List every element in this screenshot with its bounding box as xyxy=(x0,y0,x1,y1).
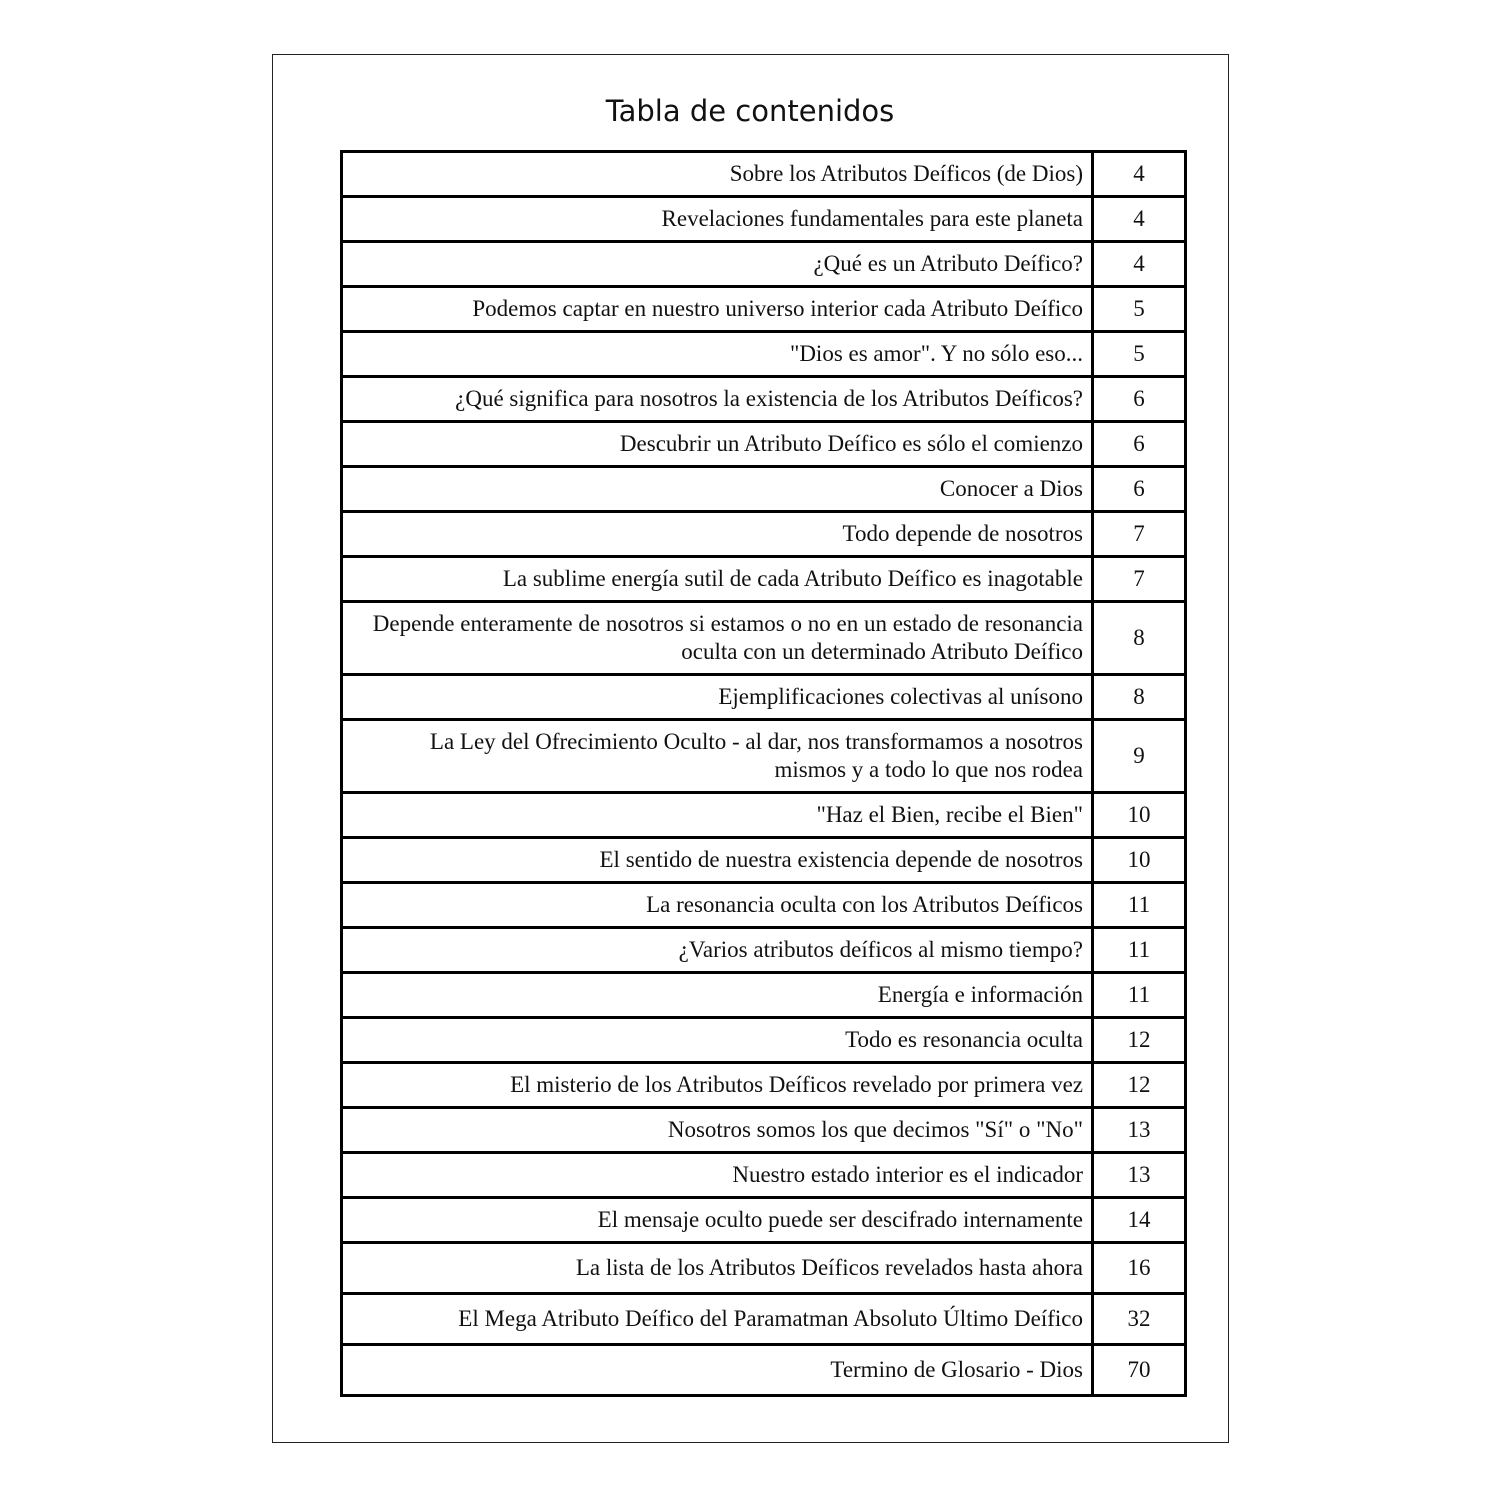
toc-entry-page: 6 xyxy=(1093,422,1186,467)
toc-row xyxy=(342,1345,1186,1396)
toc-entry-page: 70 xyxy=(1093,1345,1186,1396)
toc-entry-title: El mensaje oculto puede ser descifrado internamente xyxy=(342,1198,1093,1243)
toc-entry-title: Nosotros somos los que decimos "Sí" o "No" xyxy=(342,1108,1093,1153)
toc-row xyxy=(342,720,1186,793)
toc-entry-page: 5 xyxy=(1093,332,1186,377)
toc-row xyxy=(342,197,1186,242)
toc-table xyxy=(340,150,1187,1397)
toc-entry-title: La lista de los Atributos Deíficos revelados hasta ahora xyxy=(342,1243,1093,1294)
toc-entry-title: La resonancia oculta con los Atributos Deíficos xyxy=(342,883,1093,928)
toc-entry-title: Todo depende de nosotros xyxy=(342,512,1093,557)
toc-entry-page: 4 xyxy=(1093,197,1186,242)
toc-entry-title: Descubrir un Atributo Deífico es sólo el comienzo xyxy=(342,422,1093,467)
toc-row xyxy=(342,793,1186,838)
toc-entry-title: La sublime energía sutil de cada Atributo Deífico es inagotable xyxy=(342,557,1093,602)
toc-entry-page: 11 xyxy=(1093,883,1186,928)
toc-entry-page: 7 xyxy=(1093,557,1186,602)
toc-row xyxy=(342,675,1186,720)
toc-row xyxy=(342,1243,1186,1294)
toc-entry-page: 10 xyxy=(1093,838,1186,883)
toc-entry-title: El misterio de los Atributos Deíficos revelado por primera vez xyxy=(342,1063,1093,1108)
toc-row xyxy=(342,242,1186,287)
toc-entry-page: 32 xyxy=(1093,1294,1186,1345)
toc-entry-page: 13 xyxy=(1093,1108,1186,1153)
toc-row xyxy=(342,287,1186,332)
toc-row xyxy=(342,422,1186,467)
toc-entry-title: Podemos captar en nuestro universo interior cada Atributo Deífico xyxy=(342,287,1093,332)
toc-row xyxy=(342,467,1186,512)
toc-row xyxy=(342,1018,1186,1063)
toc-row xyxy=(342,1153,1186,1198)
toc-entry-page: 12 xyxy=(1093,1018,1186,1063)
toc-entry-page: 4 xyxy=(1093,242,1186,287)
toc-entry-page: 16 xyxy=(1093,1243,1186,1294)
toc-row xyxy=(342,1294,1186,1345)
toc-row xyxy=(342,377,1186,422)
toc-row xyxy=(342,512,1186,557)
toc-entry-title: ¿Qué es un Atributo Deífico? xyxy=(342,242,1093,287)
toc-entry-page: 14 xyxy=(1093,1198,1186,1243)
toc-entry-page: 11 xyxy=(1093,973,1186,1018)
toc-entry-title: Revelaciones fundamentales para este planeta xyxy=(342,197,1093,242)
toc-entry-page: 7 xyxy=(1093,512,1186,557)
toc-entry-title: Sobre los Atributos Deíficos (de Dios) xyxy=(342,152,1093,197)
toc-entry-title: El sentido de nuestra existencia depende de nosotros xyxy=(342,838,1093,883)
toc-row xyxy=(342,602,1186,675)
toc-entry-page: 11 xyxy=(1093,928,1186,973)
toc-row xyxy=(342,838,1186,883)
toc-entry-page: 4 xyxy=(1093,152,1186,197)
toc-row xyxy=(342,883,1186,928)
toc-row xyxy=(342,332,1186,377)
toc-row xyxy=(342,557,1186,602)
toc-entry-page: 9 xyxy=(1093,720,1186,793)
toc-row xyxy=(342,1198,1186,1243)
toc-entry-page: 6 xyxy=(1093,377,1186,422)
toc-entry-title: Nuestro estado interior es el indicador xyxy=(342,1153,1093,1198)
toc-entry-page: 8 xyxy=(1093,675,1186,720)
toc-body xyxy=(342,152,1186,1396)
toc-entry-title: ¿Qué significa para nosotros la existencia de los Atributos Deíficos? xyxy=(342,377,1093,422)
toc-entry-title: Todo es resonancia oculta xyxy=(342,1018,1093,1063)
toc-entry-title: Ejemplificaciones colectivas al unísono xyxy=(342,675,1093,720)
page-title: Tabla de contenidos xyxy=(605,94,895,128)
toc-entry-title: El Mega Atributo Deífico del Paramatman Absoluto Último Deífico xyxy=(342,1294,1093,1345)
toc-entry-page: 8 xyxy=(1093,602,1186,675)
toc-row xyxy=(342,1063,1186,1108)
toc-row xyxy=(342,152,1186,197)
toc-entry-title: Energía e información xyxy=(342,973,1093,1018)
toc-row xyxy=(342,1108,1186,1153)
toc-row xyxy=(342,973,1186,1018)
toc-entry-page: 12 xyxy=(1093,1063,1186,1108)
toc-entry-page: 5 xyxy=(1093,287,1186,332)
toc-entry-title: "Dios es amor". Y no sólo eso... xyxy=(342,332,1093,377)
toc-entry-page: 10 xyxy=(1093,793,1186,838)
toc-entry-title: La Ley del Ofrecimiento Oculto - al dar, nos transformamos a nosotros mismos y a todo lo que nos rodea xyxy=(342,720,1093,793)
toc-entry-title: Conocer a Dios xyxy=(342,467,1093,512)
toc-entry-title: "Haz el Bien, recibe el Bien" xyxy=(342,793,1093,838)
toc-entry-title: Depende enteramente de nosotros si estamos o no en un estado de resonancia oculta con un determinado Atributo Deífico xyxy=(342,602,1093,675)
toc-entry-title: Termino de Glosario - Dios xyxy=(342,1345,1093,1396)
toc-entry-page: 13 xyxy=(1093,1153,1186,1198)
toc-entry-page: 6 xyxy=(1093,467,1186,512)
toc-entry-title: ¿Varios atributos deíficos al mismo tiempo? xyxy=(342,928,1093,973)
toc-row xyxy=(342,928,1186,973)
